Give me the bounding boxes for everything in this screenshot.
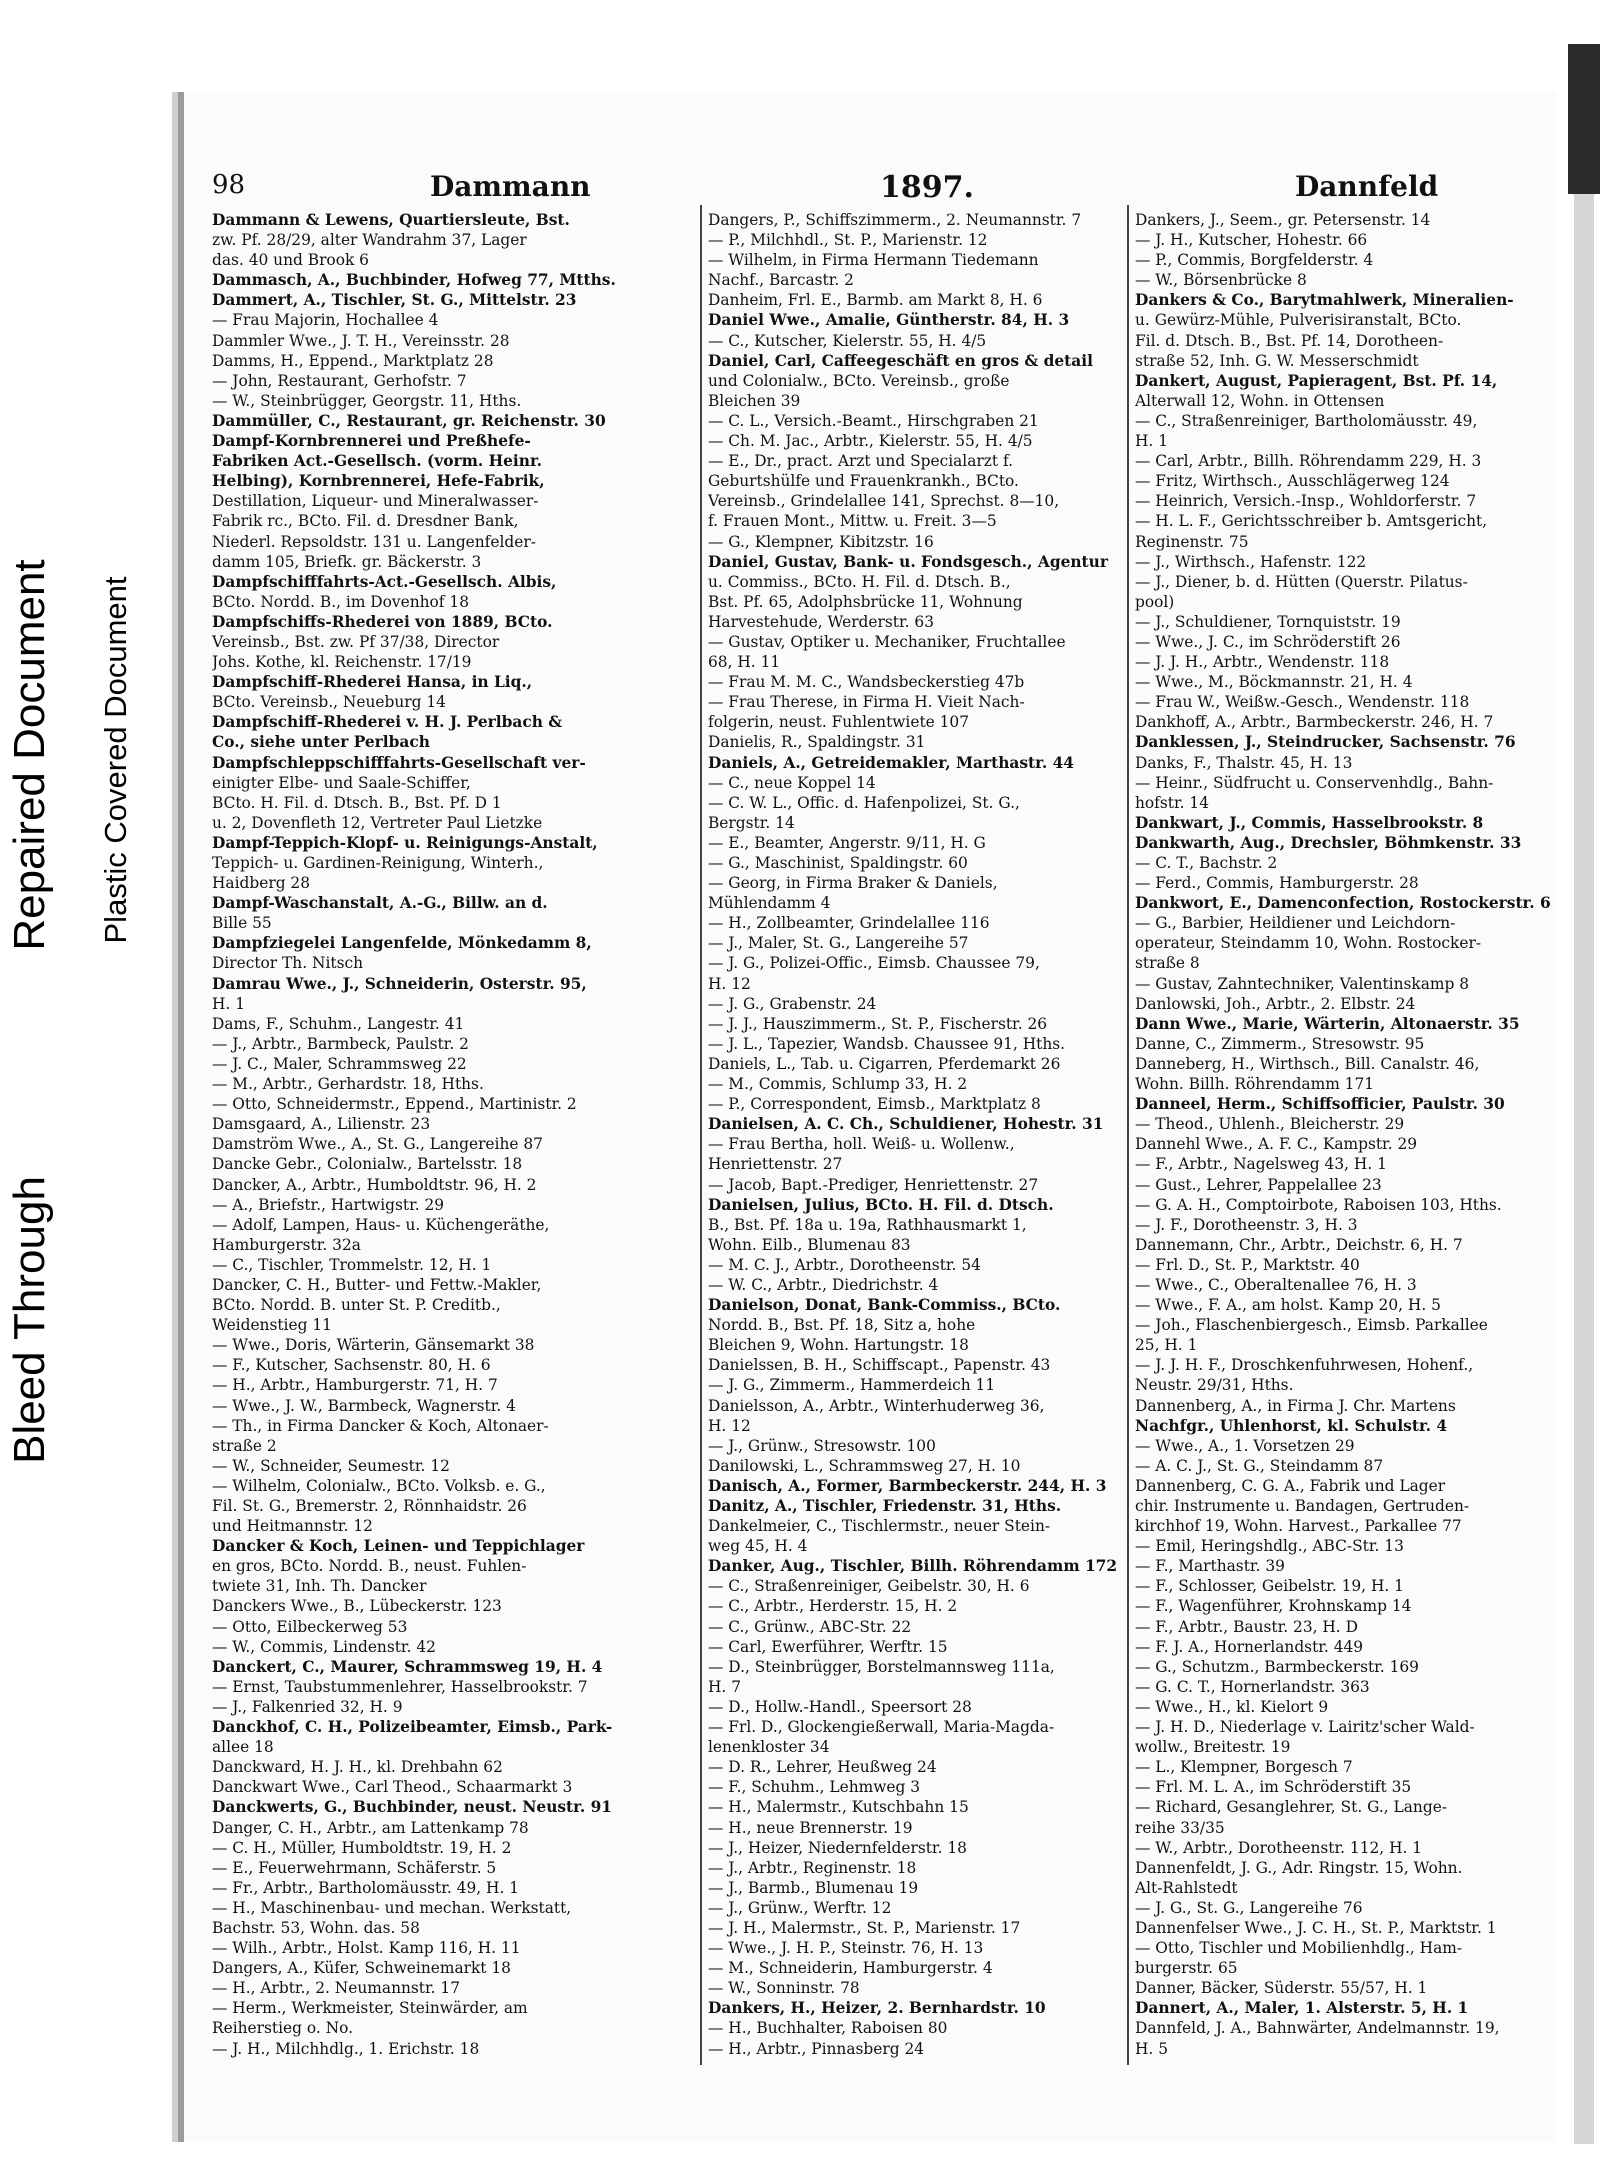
directory-entry-line: — J. G., Polizei-Offic., Eimsb. Chaussee 79,: [708, 954, 1040, 973]
directory-entry-line: Danger, C. H., Arbtr., am Lattenkamp 78: [212, 1818, 529, 1837]
directory-entry-line: — C. T., Bachstr. 2: [1135, 854, 1278, 872]
directory-entry-line: — Otto, Tischler und Mobilienhdlg., Ham-: [1135, 1939, 1463, 1958]
directory-entry-line: — Wwe., F. A., am holst. Kamp 20, H. 5: [1135, 1296, 1441, 1315]
directory-entry-line: Dampfschleppschifffahrts-Gesellschaft ver-: [212, 753, 586, 772]
directory-entry-line: — C., Arbtr., Herderstr. 15, H. 2: [708, 1597, 958, 1616]
directory-entry-line: allee 18: [212, 1738, 274, 1757]
directory-entry-line: — J., Grünw., Stresowstr. 100: [708, 1436, 936, 1455]
directory-entry-line: — Jacob, Bapt.-Prediger, Henriettenstr. 27: [708, 1175, 1039, 1194]
directory-entry-line: Danckward, H. J. H., kl. Drehbahn 62: [212, 1758, 503, 1777]
directory-entry-line: — A. C. J., St. G., Steindamm 87: [1135, 1456, 1384, 1475]
directory-entry-line: — Theod., Uhlenh., Bleicherstr. 29: [1135, 1115, 1405, 1134]
directory-entry-line: Bleichen 39: [708, 391, 801, 410]
directory-entry-line: lenenkloster 34: [708, 1738, 830, 1757]
directory-entry-line: — W., Commis, Lindenstr. 42: [212, 1637, 436, 1656]
directory-entry-line: Danielsson, A., Arbtr., Winterhuderweg 36,: [708, 1396, 1045, 1415]
directory-entry-line: weg 45, H. 4: [708, 1537, 808, 1556]
directory-entry-line: — C. W. L., Offic. d. Hafenpolizei, St. G.,: [708, 793, 1020, 812]
directory-entry-line: — Wilhelm, in Firma Hermann Tiedemann: [708, 251, 1039, 270]
directory-entry-line: Dampfziegelei Langenfelde, Mönkedamm 8,: [212, 934, 592, 953]
directory-entry-line: Niederl. Repsoldstr. 131 u. Langenfelder-: [212, 532, 536, 551]
header-left-word: Dammann: [430, 170, 591, 203]
directory-entry-line: — D., Hollw.-Handl., Speersort 28: [708, 1697, 972, 1716]
directory-entry-line: — H., Buchhalter, Raboisen 80: [708, 2019, 948, 2038]
directory-entry-line: — Ferd., Commis, Hamburgerstr. 28: [1135, 874, 1419, 893]
directory-entry-line: — G., Barbier, Heildiener und Leichdorn-: [1135, 914, 1456, 933]
directory-entry-line: chir. Instrumente u. Bandagen, Gertruden-: [1135, 1497, 1470, 1515]
directory-entry-line: Dampfschiff-Rhederei Hansa, in Liq.,: [212, 673, 533, 692]
directory-entry-line: Dampf-Kornbrennerei und Preßhefe-: [212, 432, 531, 451]
directory-entry-line: — Fritz, Wirthsch., Ausschlägerweg 124: [1135, 472, 1450, 491]
directory-entry-line: — J. L., Tapezier, Wandsb. Chaussee 91, Hths.: [708, 1034, 1066, 1053]
directory-entry-line: H. 1: [212, 994, 245, 1013]
directory-entry-line: — H., Arbtr., Hamburgerstr. 71, H. 7: [212, 1376, 498, 1395]
directory-entry-line: — P., Milchhdl., St. P., Marienstr. 12: [708, 231, 988, 250]
directory-entry-line: Dankhoff, A., Arbtr., Barmbeckerstr. 246, H. 7: [1135, 713, 1494, 732]
directory-entry-line: — Wwe., H., kl. Kielort 9: [1135, 1697, 1329, 1716]
directory-entry-line: — H., Arbtr., 2. Neumannstr. 17: [212, 1979, 461, 1998]
directory-entry-line: — W., Börsenbrücke 8: [1135, 271, 1307, 290]
directory-entry-line: Hamburgerstr. 32a: [212, 1235, 361, 1254]
directory-entry-line: Danneberg, H., Wirthsch., Bill. Canalstr. 46,: [1135, 1054, 1480, 1073]
directory-entry-line: — Frau W., Weißw.-Gesch., Wendenstr. 118: [1135, 693, 1470, 712]
directory-entry-line: Dampfschiff-Rhederei v. H. J. Perlbach &: [212, 713, 563, 732]
directory-entry-line: — D. R., Lehrer, Heußweg 24: [708, 1758, 937, 1777]
directory-entry-line: BCto. Nordd. B., im Dovenhof 18: [212, 592, 469, 611]
directory-entry-line: hofstr. 14: [1135, 793, 1209, 812]
directory-entry-line: Dangers, A., Küfer, Schweinemarkt 18: [212, 1959, 511, 1978]
directory-entry-line: — Frl. D., Glockengießerwall, Maria-Magda-: [708, 1718, 1055, 1737]
directory-entry-line: Dannert, A., Maler, 1. Alsterstr. 5, H. 1: [1135, 1999, 1469, 2018]
directory-entry-line: — J. C., Maler, Schrammsweg 22: [212, 1054, 467, 1073]
directory-entry-line: Dankers & Co., Barytmahlwerk, Mineralien-: [1135, 291, 1514, 310]
directory-entry-line: Danisch, A., Former, Barmbeckerstr. 244, H. 3: [708, 1476, 1107, 1495]
directory-entry-line: — M. C. J., Arbtr., Dorotheenstr. 54: [708, 1255, 981, 1274]
directory-entry-line: Dangers, P., Schiffszimmerm., 2. Neumannstr. 7: [708, 211, 1082, 229]
directory-entry-line: — Wilhelm, Colonialw., BCto. Volksb. e. G.,: [212, 1476, 546, 1495]
directory-entry-line: reihe 33/35: [1135, 1818, 1225, 1837]
directory-entry-line: Dankwort, E., Damenconfection, Rostockerstr. 6: [1135, 894, 1551, 913]
directory-entry-line: Danitz, A., Tischler, Friedenstr. 31, Hths.: [708, 1497, 1062, 1515]
directory-entry-line: — Wilh., Arbtr., Holst. Kamp 116, H. 11: [212, 1939, 521, 1958]
directory-entry-line: Bergstr. 14: [708, 813, 795, 832]
directory-entry-line: — Frl. D., St. P., Marktstr. 40: [1135, 1255, 1360, 1274]
directory-entry-line: kirchhof 19, Wohn. Harvest., Parkallee 77: [1135, 1517, 1462, 1536]
directory-entry-line: Director Th. Nitsch: [212, 954, 364, 973]
directory-entry-line: Daniels, A., Getreidemakler, Marthastr. 44: [708, 753, 1074, 772]
directory-entry-line: — W., Steinbrügger, Georgstr. 11, Hths.: [212, 391, 522, 410]
directory-entry-line: Dampf-Waschanstalt, A.-G., Billw. an d.: [212, 894, 548, 913]
directory-entry-line: Dampfschiffs-Rhederei von 1889, BCto.: [212, 612, 553, 631]
directory-entry-line: — A., Briefstr., Hartwigstr. 29: [212, 1195, 445, 1214]
directory-entry-line: — J., Barmb., Blumenau 19: [708, 1878, 919, 1897]
directory-entry-line: Dannehl Wwe., A. F. C., Kampstr. 29: [1135, 1135, 1418, 1154]
directory-entry-line: Wohn. Eilb., Blumenau 83: [708, 1235, 911, 1254]
directory-entry-line: — Emil, Heringshdlg., ABC-Str. 13: [1135, 1537, 1404, 1556]
directory-entry-line: Danilowski, L., Schrammsweg 27, H. 10: [708, 1456, 1021, 1475]
directory-entry-line: — Herm., Werkmeister, Steinwärder, am: [212, 1999, 528, 2018]
directory-entry-line: Bachstr. 53, Wohn. das. 58: [212, 1918, 420, 1937]
directory-entry-line: damm 105, Briefk. gr. Bäckerstr. 3: [212, 552, 482, 571]
directory-entry-line: H. 5: [1135, 2039, 1168, 2058]
directory-entry-line: — H., Malermstr., Kutschbahn 15: [708, 1798, 969, 1817]
directory-entry-line: burgerstr. 65: [1135, 1959, 1238, 1978]
directory-entry-line: Reiherstieg o. No.: [212, 2019, 353, 2038]
directory-entry-line: — Carl, Arbtr., Billh. Röhrendamm 229, H. 3: [1135, 452, 1482, 471]
directory-entry-line: — J., Wirthsch., Hafenstr. 122: [1135, 552, 1367, 571]
directory-entry-line: Fil. St. G., Bremerstr. 2, Rönnhaidstr. 26: [212, 1497, 527, 1515]
directory-entry-line: Danheim, Frl. E., Barmb. am Markt 8, H. 6: [708, 291, 1043, 310]
directory-entry-line: Danielsen, Julius, BCto. H. Fil. d. Dtsch.: [708, 1195, 1054, 1214]
directory-entry-line: Reginenstr. 75: [1135, 532, 1249, 551]
directory-entry-line: — G., Maschinist, Spaldingstr. 60: [708, 854, 968, 872]
directory-entry-line: und Heitmannstr. 12: [212, 1517, 373, 1536]
directory-entry-line: u. Gewürz-Mühle, Pulverisiranstalt, BCto.: [1135, 311, 1462, 330]
directory-entry-line: Mühlendamm 4: [708, 894, 831, 913]
directory-entry-line: H. 7: [708, 1677, 741, 1696]
directory-entry-line: Dannenberg, A., in Firma J. Chr. Martens: [1135, 1396, 1456, 1415]
directory-entry-line: Danielson, Donat, Bank-Commiss., BCto.: [708, 1296, 1061, 1315]
directory-entry-line: — Ernst, Taubstummenlehrer, Hasselbrookstr. 7: [212, 1677, 588, 1696]
directory-entry-line: Dankelmeier, C., Tischlermstr., neuer Stein-: [708, 1517, 1051, 1536]
directory-entry-line: — H., Zollbeamter, Grindelallee 116: [708, 914, 990, 933]
directory-entry-line: — C., Kutscher, Kielerstr. 55, H. 4/5: [708, 331, 987, 350]
directory-entry-line: — J. F., Dorotheenstr. 3, H. 3: [1135, 1215, 1358, 1234]
directory-entry-line: — Georg, in Firma Braker & Daniels,: [708, 874, 998, 893]
directory-entry-line: — Wwe., J. C., im Schröderstift 26: [1135, 632, 1401, 651]
directory-column-1: [212, 210, 695, 2080]
directory-entry-line: — M., Schneiderin, Hamburgerstr. 4: [708, 1959, 993, 1978]
directory-entry-line: — C., Tischler, Trommelstr. 12, H. 1: [212, 1255, 492, 1274]
directory-entry-line: Dampfschifffahrts-Act.-Gesellsch. Albis,: [212, 572, 557, 591]
directory-entry-line: Dammert, A., Tischler, St. G., Mittelstr. 23: [212, 291, 577, 310]
directory-entry-line: en gros, BCto. Nordd. B., neust. Fuhlen-: [212, 1557, 527, 1576]
directory-entry-line: Bst. Pf. 65, Adolphsbrücke 11, Wohnung: [708, 592, 1023, 611]
header-year: 1897.: [880, 170, 974, 205]
directory-entry-line: Dammler Wwe., J. T. H., Vereinsstr. 28: [212, 331, 510, 350]
directory-entry-line: — Frau M. M. C., Wandsbeckerstieg 47b: [708, 673, 1025, 692]
directory-entry-line: — C. H., Müller, Humboldtstr. 19, H. 2: [212, 1838, 512, 1857]
directory-entry-line: Dammann & Lewens, Quartiersleute, Bst.: [212, 211, 570, 229]
directory-entry-line: — W., Schneider, Seumestr. 12: [212, 1456, 450, 1475]
directory-entry-line: operateur, Steindamm 10, Wohn. Rostocker-: [1135, 934, 1482, 953]
directory-entry-line: — H., Arbtr., Pinnasberg 24: [708, 2039, 925, 2058]
directory-entry-line: Bleichen 9, Wohn. Hartungstr. 18: [708, 1336, 969, 1355]
directory-entry-line: Danielis, R., Spaldingstr. 31: [708, 733, 926, 752]
directory-entry-line: — F., Arbtr., Baustr. 23, H. D: [1135, 1617, 1358, 1636]
directory-entry-line: Destillation, Liqueur- und Mineralwasser-: [212, 492, 539, 511]
directory-entry-line: — Wwe., J. W., Barmbeck, Wagnerstr. 4: [212, 1396, 516, 1415]
directory-entry-line: Wohn. Billh. Röhrendamm 171: [1135, 1075, 1375, 1094]
directory-entry-line: u. 2, Dovenfleth 12, Vertreter Paul Lietzke: [212, 813, 543, 832]
directory-entry-line: — F., Kutscher, Sachsenstr. 80, H. 6: [212, 1356, 491, 1375]
book-spine-dark-edge: [1568, 44, 1600, 194]
directory-entry-line: — J. J. H. F., Droschkenfuhrwesen, Hohenf.,: [1135, 1356, 1474, 1375]
directory-entry-line: Danckers Wwe., B., Lübeckerstr. 123: [212, 1597, 502, 1616]
directory-column-2: [708, 210, 1120, 2080]
directory-entry-line: Co., siehe unter Perlbach: [212, 733, 430, 752]
directory-entry-line: — D., Steinbrügger, Borstelmannsweg 111a,: [708, 1657, 1055, 1676]
directory-entry-line: Danckwerts, G., Buchbinder, neust. Neustr. 91: [212, 1798, 612, 1817]
directory-entry-line: — Ch. M. Jac., Arbtr., Kielerstr. 55, H. 4/5: [708, 432, 1033, 451]
directory-entry-line: Daniels, L., Tab. u. Cigarren, Pferdemarkt 26: [708, 1054, 1061, 1073]
directory-entry-line: Dammasch, A., Buchbinder, Hofweg 77, Mtths.: [212, 271, 616, 290]
directory-entry-line: Damsgaard, A., Lilienstr. 23: [212, 1115, 431, 1134]
directory-entry-line: — Wwe., C., Oberaltenallee 76, H. 3: [1135, 1275, 1417, 1294]
directory-entry-line: Alterwall 12, Wohn. in Ottensen: [1135, 391, 1385, 410]
directory-entry-line: Daniel, Carl, Caffeegeschäft en gros & detail: [708, 351, 1093, 370]
directory-column-3: [1135, 210, 1555, 2080]
directory-entry-line: — J., Arbtr., Barmbeck, Paulstr. 2: [212, 1034, 469, 1053]
directory-entry-line: — J. H. D., Niederlage v. Lairitz'scher Wald-: [1135, 1718, 1475, 1737]
directory-entry-line: H. 1: [1135, 432, 1168, 451]
directory-entry-line: — C., neue Koppel 14: [708, 773, 876, 792]
directory-entry-line: Damrau Wwe., J., Schneiderin, Osterstr. 95,: [212, 974, 587, 993]
directory-entry-line: Dankers, J., Seem., gr. Petersenstr. 14: [1135, 211, 1431, 229]
directory-entry-line: Dams, F., Schuhm., Langestr. 41: [212, 1014, 465, 1033]
directory-entry-line: — Frau Therese, in Firma H. Vieit Nach-: [708, 693, 1025, 712]
directory-entry-line: H. 12: [708, 974, 751, 993]
directory-entry-line: Henriettenstr. 27: [708, 1155, 843, 1174]
directory-entry-line: Bille 55: [212, 914, 272, 933]
directory-entry-line: Dannenfelser Wwe., J. C. H., St. P., Marktstr. 1: [1135, 1918, 1497, 1937]
directory-entry-line: — Frau Bertha, holl. Weiß- u. Wollenw.,: [708, 1135, 1015, 1154]
directory-entry-line: Helbing), Kornbrennerei, Hefe-Fabrik,: [212, 472, 545, 491]
directory-entry-line: Danklessen, J., Steindrucker, Sachsenstr. 76: [1135, 733, 1516, 752]
column-divider: [700, 205, 702, 2065]
directory-entry-line: Dancke Gebr., Colonialw., Bartelsstr. 18: [212, 1155, 523, 1174]
directory-entry-line: — W., Sonninstr. 78: [708, 1979, 860, 1998]
directory-entry-line: — J., Maler, St. G., Langereihe 57: [708, 934, 969, 953]
directory-entry-line: zw. Pf. 28/29, alter Wandrahm 37, Lager: [212, 231, 527, 250]
directory-entry-line: Vereinsb., Bst. zw. Pf 37/38, Director: [212, 632, 500, 651]
directory-entry-line: Harvestehude, Werderstr. 63: [708, 612, 934, 631]
directory-entry-line: Danner, Bäcker, Süderstr. 55/57, H. 1: [1135, 1979, 1428, 1998]
directory-entry-line: — Wwe., Doris, Wärterin, Gänsemarkt 38: [212, 1336, 535, 1355]
directory-entry-line: Dannfeld, J. A., Bahnwärter, Andelmannstr. 19,: [1135, 2019, 1500, 2038]
header-right-word: Dannfeld: [1295, 170, 1439, 203]
directory-entry-line: Danlowski, Joh., Arbtr., 2. Elbstr. 24: [1135, 994, 1416, 1013]
directory-entry-line: — Otto, Schneidermstr., Eppend., Martinistr. 2: [212, 1095, 577, 1114]
directory-entry-line: — J., Heizer, Niedernfelderstr. 18: [708, 1838, 967, 1857]
directory-entry-line: B., Bst. Pf. 18a u. 19a, Rathhausmarkt 1,: [708, 1215, 1027, 1234]
directory-entry-line: folgerin, neust. Fuhlentwiete 107: [708, 713, 970, 732]
directory-entry-line: — L., Klempner, Borgesch 7: [1135, 1758, 1353, 1777]
directory-entry-line: — H. L. F., Gerichtsschreiber b. Amtsgericht,: [1135, 512, 1488, 531]
directory-entry-line: — H., Maschinenbau- und mechan. Werkstatt,: [212, 1898, 572, 1917]
directory-entry-line: — E., Beamter, Angerstr. 9/11, H. G: [708, 833, 986, 852]
directory-entry-line: — F., Wagenführer, Krohnskamp 14: [1135, 1597, 1412, 1616]
directory-entry-line: — H., neue Brennerstr. 19: [708, 1818, 913, 1837]
directory-entry-line: — Wwe., M., Böckmannstr. 21, H. 4: [1135, 673, 1413, 692]
directory-entry-line: Dankers, H., Heizer, 2. Bernhardstr. 10: [708, 1999, 1046, 2018]
directory-entry-line: — J., Schuldiener, Tornquiststr. 19: [1135, 612, 1401, 631]
directory-entry-line: Danks, F., Thalstr. 45, H. 13: [1135, 753, 1353, 772]
directory-entry-line: wollw., Breitestr. 19: [1135, 1738, 1291, 1757]
directory-entry-line: u. Commiss., BCto. H. Fil. d. Dtsch. B.,: [708, 572, 1011, 591]
directory-entry-line: straße 52, Inh. G. W. Messerschmidt: [1135, 351, 1419, 370]
directory-entry-line: Haidberg 28: [212, 874, 311, 893]
directory-entry-line: — M., Commis, Schlump 33, H. 2: [708, 1075, 968, 1094]
page-number: 98: [212, 170, 246, 200]
directory-entry-line: — J., Arbtr., Reginenstr. 18: [708, 1858, 917, 1877]
directory-entry-line: Nachfgr., Uhlenhorst, kl. Schulstr. 4: [1135, 1416, 1448, 1435]
directory-entry-line: H. 12: [708, 1416, 751, 1435]
directory-entry-line: Danneel, Herm., Schiffsofficier, Paulstr. 30: [1135, 1095, 1505, 1114]
directory-entry-line: — W. C., Arbtr., Diedrichstr. 4: [708, 1275, 939, 1294]
directory-entry-line: — C., Straßenreiniger, Bartholomäusstr. 49,: [1135, 411, 1478, 430]
directory-entry-line: Danckhof, C. H., Polizeibeamter, Eimsb., Park-: [212, 1718, 613, 1737]
directory-entry-line: — Gust., Lehrer, Pappelallee 23: [1135, 1175, 1382, 1194]
directory-entry-line: einigter Elbe- und Saale-Schiffer,: [212, 773, 471, 792]
directory-entry-line: Fabrik rc., BCto. Fil. d. Dresdner Bank,: [212, 512, 519, 531]
directory-entry-line: — F., Marthastr. 39: [1135, 1557, 1285, 1576]
directory-entry-line: — P., Commis, Borgfelderstr. 4: [1135, 251, 1374, 270]
directory-entry-line: — G., Schutzm., Barmbeckerstr. 169: [1135, 1657, 1419, 1676]
directory-entry-line: Dancker & Koch, Leinen- und Teppichlager: [212, 1537, 585, 1556]
directory-entry-line: — J. J., Hauszimmerm., St. P., Fischerstr. 26: [708, 1014, 1048, 1033]
directory-entry-line: f. Frauen Mont., Mittw. u. Freit. 3—5: [708, 512, 997, 531]
directory-entry-line: Dampf-Teppich-Klopf- u. Reinigungs-Anstalt,: [212, 833, 598, 852]
directory-entry-line: — Frl. M. L. A., im Schröderstift 35: [1135, 1778, 1412, 1797]
directory-entry-line: — Heinrich, Versich.-Insp., Wohldorferstr. 7: [1135, 492, 1477, 511]
directory-entry-line: Teppich- u. Gardinen-Reinigung, Winterh.,: [212, 854, 544, 872]
directory-entry-line: — J., Falkenried 32, H. 9: [212, 1697, 403, 1716]
directory-entry-line: Weidenstieg 11: [212, 1316, 332, 1335]
directory-entry-line: — Frau Majorin, Hochallee 4: [212, 311, 439, 330]
directory-entry-line: — John, Restaurant, Gerhofstr. 7: [212, 371, 467, 390]
directory-entry-line: Johs. Kothe, kl. Reichenstr. 17/19: [212, 653, 472, 672]
directory-entry-line: — J. H., Milchhdlg., 1. Erichstr. 18: [212, 2039, 480, 2058]
directory-entry-line: Vereinsb., Grindelallee 141, Sprechst. 8—10,: [708, 492, 1060, 511]
directory-entry-line: das. 40 und Brook 6: [212, 251, 369, 270]
directory-entry-line: Danielssen, B. H., Schiffscapt., Papenstr. 43: [708, 1356, 1051, 1375]
directory-entry-line: — F., Schlosser, Geibelstr. 19, H. 1: [1135, 1577, 1404, 1596]
directory-entry-line: — Fr., Arbtr., Bartholomäusstr. 49, H. 1: [212, 1878, 520, 1897]
directory-entry-line: — C., Straßenreiniger, Geibelstr. 30, H. 6: [708, 1577, 1030, 1596]
directory-entry-line: — Wwe., A., 1. Vorsetzen 29: [1135, 1436, 1355, 1455]
column-divider: [1127, 205, 1129, 2065]
directory-entry-line: BCto. Vereinsb., Neueburg 14: [212, 693, 446, 712]
directory-entry-line: BCto. H. Fil. d. Dtsch. B., Bst. Pf. D 1: [212, 793, 502, 812]
directory-entry-line: 25, H. 1: [1135, 1336, 1198, 1355]
directory-entry-line: — Wwe., J. H. P., Steinstr. 76, H. 13: [708, 1939, 984, 1958]
directory-entry-line: Dankert, August, Papieragent, Bst. Pf. 14,: [1135, 371, 1498, 390]
directory-entry-line: — C. L., Versich.-Beamt., Hirschgraben 21: [708, 411, 1039, 430]
directory-entry-line: Dann Wwe., Marie, Wärterin, Altonaerstr. 35: [1135, 1014, 1520, 1033]
directory-entry-line: — E., Feuerwehrmann, Schäferstr. 5: [212, 1858, 497, 1877]
directory-entry-line: Danne, C., Zimmerm., Stresowstr. 95: [1135, 1034, 1425, 1053]
directory-entry-line: — J. G., St. G., Langereihe 76: [1135, 1898, 1363, 1917]
repaired-document-label: Repaired Document: [5, 559, 54, 951]
directory-entry-line: — W., Arbtr., Dorotheenstr. 112, H. 1: [1135, 1838, 1423, 1857]
directory-entry-line: — Gustav, Zahntechniker, Valentinskamp 8: [1135, 974, 1470, 993]
directory-entry-line: Danielsen, A. C. Ch., Schuldiener, Hohestr. 31: [708, 1115, 1104, 1134]
directory-entry-line: Daniel Wwe., Amalie, Güntherstr. 84, H. 3: [708, 311, 1070, 330]
directory-entry-line: — Adolf, Lampen, Haus- u. Küchengeräthe,: [212, 1215, 550, 1234]
directory-entry-line: — Joh., Flaschenbiergesch., Eimsb. Parkallee: [1135, 1316, 1488, 1335]
directory-entry-line: — J. J. H., Arbtr., Wendenstr. 118: [1135, 653, 1390, 672]
directory-entry-line: — F., Arbtr., Nagelsweg 43, H. 1: [1135, 1155, 1387, 1174]
directory-entry-line: — P., Correspondent, Eimsb., Marktplatz 8: [708, 1095, 1041, 1114]
directory-entry-line: — G. C. T., Hornerlandstr. 363: [1135, 1677, 1370, 1696]
directory-entry-line: — Th., in Firma Dancker & Koch, Altonaer-: [212, 1416, 549, 1435]
directory-entry-line: Danckert, C., Maurer, Schrammsweg 19, H. 4: [212, 1657, 603, 1676]
directory-entry-line: Dankwarth, Aug., Drechsler, Böhmkenstr. 33: [1135, 833, 1522, 852]
directory-entry-line: Dannemann, Chr., Arbtr., Deichstr. 6, H. 7: [1135, 1235, 1463, 1254]
directory-entry-line: 68, H. 11: [708, 653, 781, 672]
directory-entry-line: und Colonialw., BCto. Vereinsb., große: [708, 371, 1010, 390]
directory-entry-line: Danckwart Wwe., Carl Theod., Schaarmarkt 3: [212, 1778, 573, 1797]
directory-entry-line: — C., Grünw., ABC-Str. 22: [708, 1617, 912, 1636]
directory-entry-line: Danker, Aug., Tischler, Billh. Röhrendamm 172: [708, 1557, 1118, 1576]
directory-entry-line: Alt-Rahlstedt: [1135, 1878, 1238, 1897]
book-spine-edge: [1574, 194, 1594, 2144]
directory-entry-line: Dannenfeldt, J. G., Adr. Ringstr. 15, Wohn.: [1135, 1858, 1463, 1877]
directory-entry-line: — G., Klempner, Kibitzstr. 16: [708, 532, 934, 551]
directory-entry-line: straße 2: [212, 1436, 277, 1455]
directory-entry-line: — J., Diener, b. d. Hütten (Querstr. Pilatus-: [1135, 572, 1468, 591]
directory-entry-line: Geburtshülfe und Frauenkrankh., BCto.: [708, 472, 1019, 491]
directory-entry-line: Nordd. B., Bst. Pf. 18, Sitz a, hohe: [708, 1316, 976, 1335]
directory-entry-line: — Otto, Eilbeckerweg 53: [212, 1617, 408, 1636]
directory-entry-line: Dancker, C. H., Butter- und Fettw.-Makler,: [212, 1275, 542, 1294]
directory-entry-line: — E., Dr., pract. Arzt und Specialarzt f.: [708, 452, 1013, 471]
directory-entry-line: Fil. d. Dtsch. B., Bst. Pf. 14, Dorotheen-: [1135, 331, 1444, 350]
directory-entry-line: Daniel, Gustav, Bank- u. Fondsgesch., Agentur: [708, 552, 1108, 571]
directory-entry-line: Damms, H., Eppend., Marktplatz 28: [212, 351, 494, 370]
directory-entry-line: — J. H., Kutscher, Hohestr. 66: [1135, 231, 1368, 250]
directory-entry-line: BCto. Nordd. B. unter St. P. Creditb.,: [212, 1296, 501, 1315]
directory-entry-line: — M., Arbtr., Gerhardstr. 18, Hths.: [212, 1075, 484, 1094]
directory-entry-line: Damström Wwe., A., St. G., Langereihe 87: [212, 1135, 543, 1154]
directory-entry-line: Fabriken Act.-Gesellsch. (vorm. Heinr.: [212, 452, 542, 471]
directory-entry-line: — G. A. H., Comptoirbote, Raboisen 103, Hths.: [1135, 1195, 1502, 1214]
directory-entry-line: — Richard, Gesanglehrer, St. G., Lange-: [1135, 1798, 1447, 1817]
directory-entry-line: Dankwart, J., Commis, Hasselbrookstr. 8: [1135, 813, 1484, 832]
directory-entry-line: Neustr. 29/31, Hths.: [1135, 1376, 1294, 1395]
directory-entry-line: straße 8: [1135, 954, 1200, 973]
directory-entry-line: Dannenberg, C. G. A., Fabrik und Lager: [1135, 1476, 1446, 1495]
directory-entry-line: — Heinr., Südfrucht u. Conservenhdlg., Bahn-: [1135, 773, 1494, 792]
directory-entry-line: — Carl, Ewerführer, Werftr. 15: [708, 1637, 948, 1656]
directory-entry-line: pool): [1135, 592, 1175, 611]
directory-entry-line: Nachf., Barcastr. 2: [708, 271, 854, 290]
directory-entry-line: Dancker, A., Arbtr., Humboldtstr. 96, H. 2: [212, 1175, 537, 1194]
directory-entry-line: — J. G., Zimmerm., Hammerdeich 11: [708, 1376, 996, 1395]
directory-entry-line: — Gustav, Optiker u. Mechaniker, Fruchtallee: [708, 632, 1066, 651]
directory-entry-line: — J., Grünw., Werftr. 12: [708, 1898, 892, 1917]
directory-entry-line: twiete 31, Inh. Th. Dancker: [212, 1577, 427, 1596]
directory-entry-line: — F., Schuhm., Lehmweg 3: [708, 1778, 921, 1797]
directory-entry-line: — J. H., Malermstr., St. P., Marienstr. 17: [708, 1918, 1021, 1937]
plastic-covered-document-label: Plastic Covered Document: [98, 576, 133, 944]
directory-entry-line: — J. G., Grabenstr. 24: [708, 994, 877, 1013]
directory-entry-line: — F. J. A., Hornerlandstr. 449: [1135, 1637, 1364, 1656]
bleed-through-label: Bleed Through: [5, 1176, 54, 1464]
directory-entry-line: Dammüller, C., Restaurant, gr. Reichenstr. 30: [212, 411, 606, 430]
